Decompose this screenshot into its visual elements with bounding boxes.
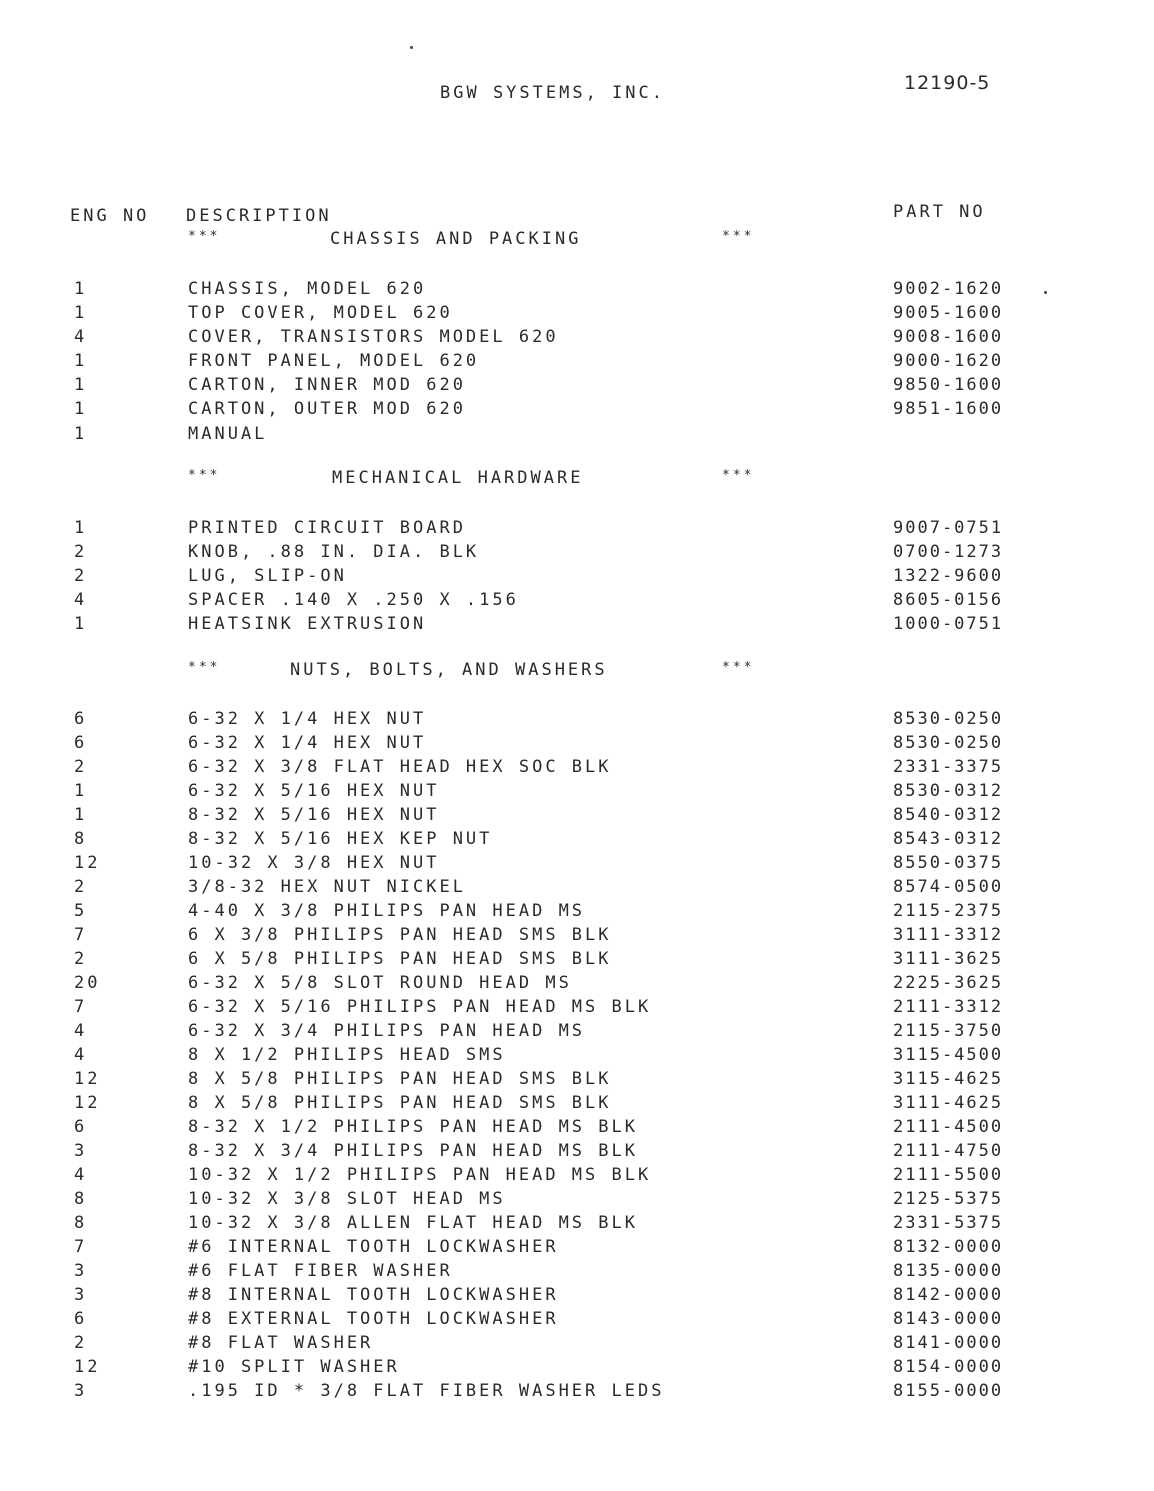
part-number: 2125-5375 xyxy=(893,1189,1004,1209)
description: 6-32 X 3/8 FLAT HEAD HEX SOC BLK xyxy=(188,757,612,777)
part-number: 8132-0000 xyxy=(893,1237,1004,1257)
part-number: 8135-0000 xyxy=(893,1261,1004,1281)
description: CARTON, INNER MOD 620 xyxy=(188,375,466,395)
part-number: 8550-0375 xyxy=(893,853,1004,873)
description: 6-32 X 1/4 HEX NUT xyxy=(188,733,427,753)
list-item xyxy=(0,1309,1154,1331)
description: 4-40 X 3/8 PHILIPS PAN HEAD MS xyxy=(188,901,586,921)
list-item xyxy=(0,901,1154,923)
quantity: 1 xyxy=(74,375,88,395)
quantity: 2 xyxy=(74,757,88,777)
description: 8-32 X 1/2 PHILIPS PAN HEAD MS BLK xyxy=(188,1117,638,1137)
list-item xyxy=(0,1285,1154,1307)
list-item xyxy=(0,925,1154,947)
part-number: 8530-0312 xyxy=(893,781,1004,801)
description: 6-32 X 5/16 PHILIPS PAN HEAD MS BLK xyxy=(188,997,652,1017)
list-item xyxy=(0,351,1154,373)
part-number: 8530-0250 xyxy=(893,733,1004,753)
part-number: 2111-4500 xyxy=(893,1117,1004,1137)
description: #6 INTERNAL TOOTH LOCKWASHER xyxy=(188,1237,559,1257)
part-number: 3111-3625 xyxy=(893,949,1004,969)
quantity: 1 xyxy=(74,518,88,538)
description: 6 X 3/8 PHILIPS PAN HEAD SMS BLK xyxy=(188,925,612,945)
description: #8 INTERNAL TOOTH LOCKWASHER xyxy=(188,1285,559,1305)
description: #6 FLAT FIBER WASHER xyxy=(188,1261,453,1281)
quantity: 8 xyxy=(74,1189,88,1209)
section-title: CHASSIS AND PACKING xyxy=(330,229,582,249)
description: 8-32 X 3/4 PHILIPS PAN HEAD MS BLK xyxy=(188,1141,638,1161)
quantity: 2 xyxy=(74,1333,88,1353)
quantity: 5 xyxy=(74,901,88,921)
part-number: 9850-1600 xyxy=(893,375,1004,395)
part-number: 2331-3375 xyxy=(893,757,1004,777)
list-item xyxy=(0,733,1154,755)
description: KNOB, .88 IN. DIA. BLK xyxy=(188,542,480,562)
quantity: 7 xyxy=(74,1237,88,1257)
quantity: 1 xyxy=(74,279,88,299)
quantity: 12 xyxy=(74,1069,101,1089)
part-number: 8543-0312 xyxy=(893,829,1004,849)
part-number: 8141-0000 xyxy=(893,1333,1004,1353)
description: 6-32 X 5/16 HEX NUT xyxy=(188,781,440,801)
part-number: 9851-1600 xyxy=(893,399,1004,419)
description: 10-32 X 3/8 SLOT HEAD MS xyxy=(188,1189,506,1209)
part-number: 9007-0751 xyxy=(893,518,1004,538)
list-item xyxy=(0,973,1154,995)
quantity: 6 xyxy=(74,733,88,753)
section-heading xyxy=(0,468,1154,490)
quantity: 20 xyxy=(74,973,101,993)
company-name: BGW SYSTEMS, INC. xyxy=(440,83,665,103)
list-item xyxy=(0,518,1154,540)
description: #8 EXTERNAL TOOTH LOCKWASHER xyxy=(188,1309,559,1329)
quantity: 7 xyxy=(74,997,88,1017)
description: #10 SPLIT WASHER xyxy=(188,1357,400,1377)
description: 10-32 X 3/8 ALLEN FLAT HEAD MS BLK xyxy=(188,1213,638,1233)
quantity: 2 xyxy=(74,949,88,969)
list-item xyxy=(0,279,1154,301)
quantity: 4 xyxy=(74,1021,88,1041)
description: LUG, SLIP-ON xyxy=(188,566,347,586)
list-item xyxy=(0,614,1154,636)
quantity: 2 xyxy=(74,877,88,897)
part-number: 2111-4750 xyxy=(893,1141,1004,1161)
list-item xyxy=(0,829,1154,851)
quantity: 1 xyxy=(74,399,88,419)
list-item xyxy=(0,805,1154,827)
list-item xyxy=(0,1213,1154,1235)
quantity: 8 xyxy=(74,829,88,849)
list-item xyxy=(0,424,1154,446)
description: PRINTED CIRCUIT BOARD xyxy=(188,518,466,538)
column-header-part-no: PART NO xyxy=(893,202,986,222)
list-item xyxy=(0,1381,1154,1403)
list-item xyxy=(0,542,1154,564)
quantity: 3 xyxy=(74,1381,88,1401)
description: #8 FLAT WASHER xyxy=(188,1333,374,1353)
description: .195 ID * 3/8 FLAT FIBER WASHER LEDS xyxy=(188,1381,665,1401)
list-item xyxy=(0,303,1154,325)
quantity: 3 xyxy=(74,1261,88,1281)
description: SPACER .140 X .250 X .156 xyxy=(188,590,519,610)
list-item xyxy=(0,375,1154,397)
part-number: 8605-0156 xyxy=(893,590,1004,610)
section-title: MECHANICAL HARDWARE xyxy=(332,468,584,488)
quantity: 12 xyxy=(74,1093,101,1113)
part-number: 8530-0250 xyxy=(893,709,1004,729)
quantity: 12 xyxy=(74,853,101,873)
description: FRONT PANEL, MODEL 620 xyxy=(188,351,480,371)
description: COVER, TRANSISTORS MODEL 620 xyxy=(188,327,559,347)
part-number: 8155-0000 xyxy=(893,1381,1004,1401)
part-number: 2115-2375 xyxy=(893,901,1004,921)
description: 10-32 X 3/8 HEX NUT xyxy=(188,853,440,873)
quantity: 6 xyxy=(74,709,88,729)
list-item xyxy=(0,1333,1154,1355)
part-number: 2115-3750 xyxy=(893,1021,1004,1041)
description: 8 X 1/2 PHILIPS HEAD SMS xyxy=(188,1045,506,1065)
quantity: 4 xyxy=(74,327,88,347)
description: CARTON, OUTER MOD 620 xyxy=(188,399,466,419)
list-item xyxy=(0,949,1154,971)
list-item xyxy=(0,1093,1154,1115)
part-number: 1322-9600 xyxy=(893,566,1004,586)
part-number: 2111-3312 xyxy=(893,997,1004,1017)
quantity: 6 xyxy=(74,1117,88,1137)
list-item xyxy=(0,997,1154,1019)
quantity: 3 xyxy=(74,1141,88,1161)
quantity: 8 xyxy=(74,1213,88,1233)
quantity: 4 xyxy=(74,1045,88,1065)
quantity: 3 xyxy=(74,1285,88,1305)
list-item xyxy=(0,853,1154,875)
quantity: 4 xyxy=(74,590,88,610)
part-number: 1000-0751 xyxy=(893,614,1004,634)
quantity: 1 xyxy=(74,351,88,371)
part-number: 9005-1600 xyxy=(893,303,1004,323)
section-heading xyxy=(0,660,1154,682)
quantity: 1 xyxy=(74,424,88,444)
scan-speck xyxy=(410,46,413,49)
column-header-description: DESCRIPTION xyxy=(186,206,332,226)
description: 8-32 X 5/16 HEX NUT xyxy=(188,805,440,825)
description: 6-32 X 5/8 SLOT ROUND HEAD MS xyxy=(188,973,572,993)
description: CHASSIS, MODEL 620 xyxy=(188,279,427,299)
quantity: 2 xyxy=(74,542,88,562)
list-item xyxy=(0,590,1154,612)
list-item xyxy=(0,781,1154,803)
part-number: 3115-4625 xyxy=(893,1069,1004,1089)
part-number: 2111-5500 xyxy=(893,1165,1004,1185)
stars-left: *** xyxy=(188,229,221,244)
part-number: 9002-1620 xyxy=(893,279,1004,299)
description: 8-32 X 5/16 HEX KEP NUT xyxy=(188,829,493,849)
list-item xyxy=(0,1045,1154,1067)
description: TOP COVER, MODEL 620 xyxy=(188,303,453,323)
quantity: 6 xyxy=(74,1309,88,1329)
part-number: 2225-3625 xyxy=(893,973,1004,993)
quantity: 1 xyxy=(74,303,88,323)
part-number: 0700-1273 xyxy=(893,542,1004,562)
list-item xyxy=(0,1261,1154,1283)
list-item xyxy=(0,1069,1154,1091)
description: MANUAL xyxy=(188,424,268,444)
list-item xyxy=(0,1357,1154,1379)
section-heading xyxy=(0,229,1154,251)
section-title: NUTS, BOLTS, AND WASHERS xyxy=(290,660,608,680)
description: 6-32 X 3/4 PHILIPS PAN HEAD MS xyxy=(188,1021,586,1041)
list-item xyxy=(0,877,1154,899)
list-item xyxy=(0,327,1154,349)
stars-right: *** xyxy=(722,468,755,483)
list-item xyxy=(0,399,1154,421)
description: 8 X 5/8 PHILIPS PAN HEAD SMS BLK xyxy=(188,1093,612,1113)
description: 10-32 X 1/2 PHILIPS PAN HEAD MS BLK xyxy=(188,1165,652,1185)
quantity: 1 xyxy=(74,614,88,634)
list-item xyxy=(0,1165,1154,1187)
description: 6 X 5/8 PHILIPS PAN HEAD SMS BLK xyxy=(188,949,612,969)
list-item xyxy=(0,1141,1154,1163)
column-header-eng-no: ENG NO xyxy=(70,206,150,226)
part-number: 8142-0000 xyxy=(893,1285,1004,1305)
quantity: 7 xyxy=(74,925,88,945)
quantity: 12 xyxy=(74,1357,101,1377)
description: 8 X 5/8 PHILIPS PAN HEAD SMS BLK xyxy=(188,1069,612,1089)
part-number: 9000-1620 xyxy=(893,351,1004,371)
document-number: 12190-5 xyxy=(904,72,991,94)
list-item xyxy=(0,1189,1154,1211)
list-item xyxy=(0,709,1154,731)
description: HEATSINK EXTRUSION xyxy=(188,614,427,634)
part-number: 3111-4625 xyxy=(893,1093,1004,1113)
stars-right: *** xyxy=(722,660,755,675)
description: 6-32 X 1/4 HEX NUT xyxy=(188,709,427,729)
part-number: 3115-4500 xyxy=(893,1045,1004,1065)
part-number: 8540-0312 xyxy=(893,805,1004,825)
list-item xyxy=(0,1117,1154,1139)
list-item xyxy=(0,1237,1154,1259)
part-number: 8143-0000 xyxy=(893,1309,1004,1329)
part-number: 8574-0500 xyxy=(893,877,1004,897)
stars-right: *** xyxy=(722,229,755,244)
part-number: 2331-5375 xyxy=(893,1213,1004,1233)
quantity: 1 xyxy=(74,805,88,825)
list-item xyxy=(0,566,1154,588)
stars-left: *** xyxy=(188,660,221,675)
list-item xyxy=(0,1021,1154,1043)
stars-left: *** xyxy=(188,468,221,483)
quantity: 4 xyxy=(74,1165,88,1185)
part-number: 9008-1600 xyxy=(893,327,1004,347)
description: 3/8-32 HEX NUT NICKEL xyxy=(188,877,466,897)
part-number: 3111-3312 xyxy=(893,925,1004,945)
quantity: 2 xyxy=(74,566,88,586)
list-item xyxy=(0,757,1154,779)
part-number: 8154-0000 xyxy=(893,1357,1004,1377)
quantity: 1 xyxy=(74,781,88,801)
